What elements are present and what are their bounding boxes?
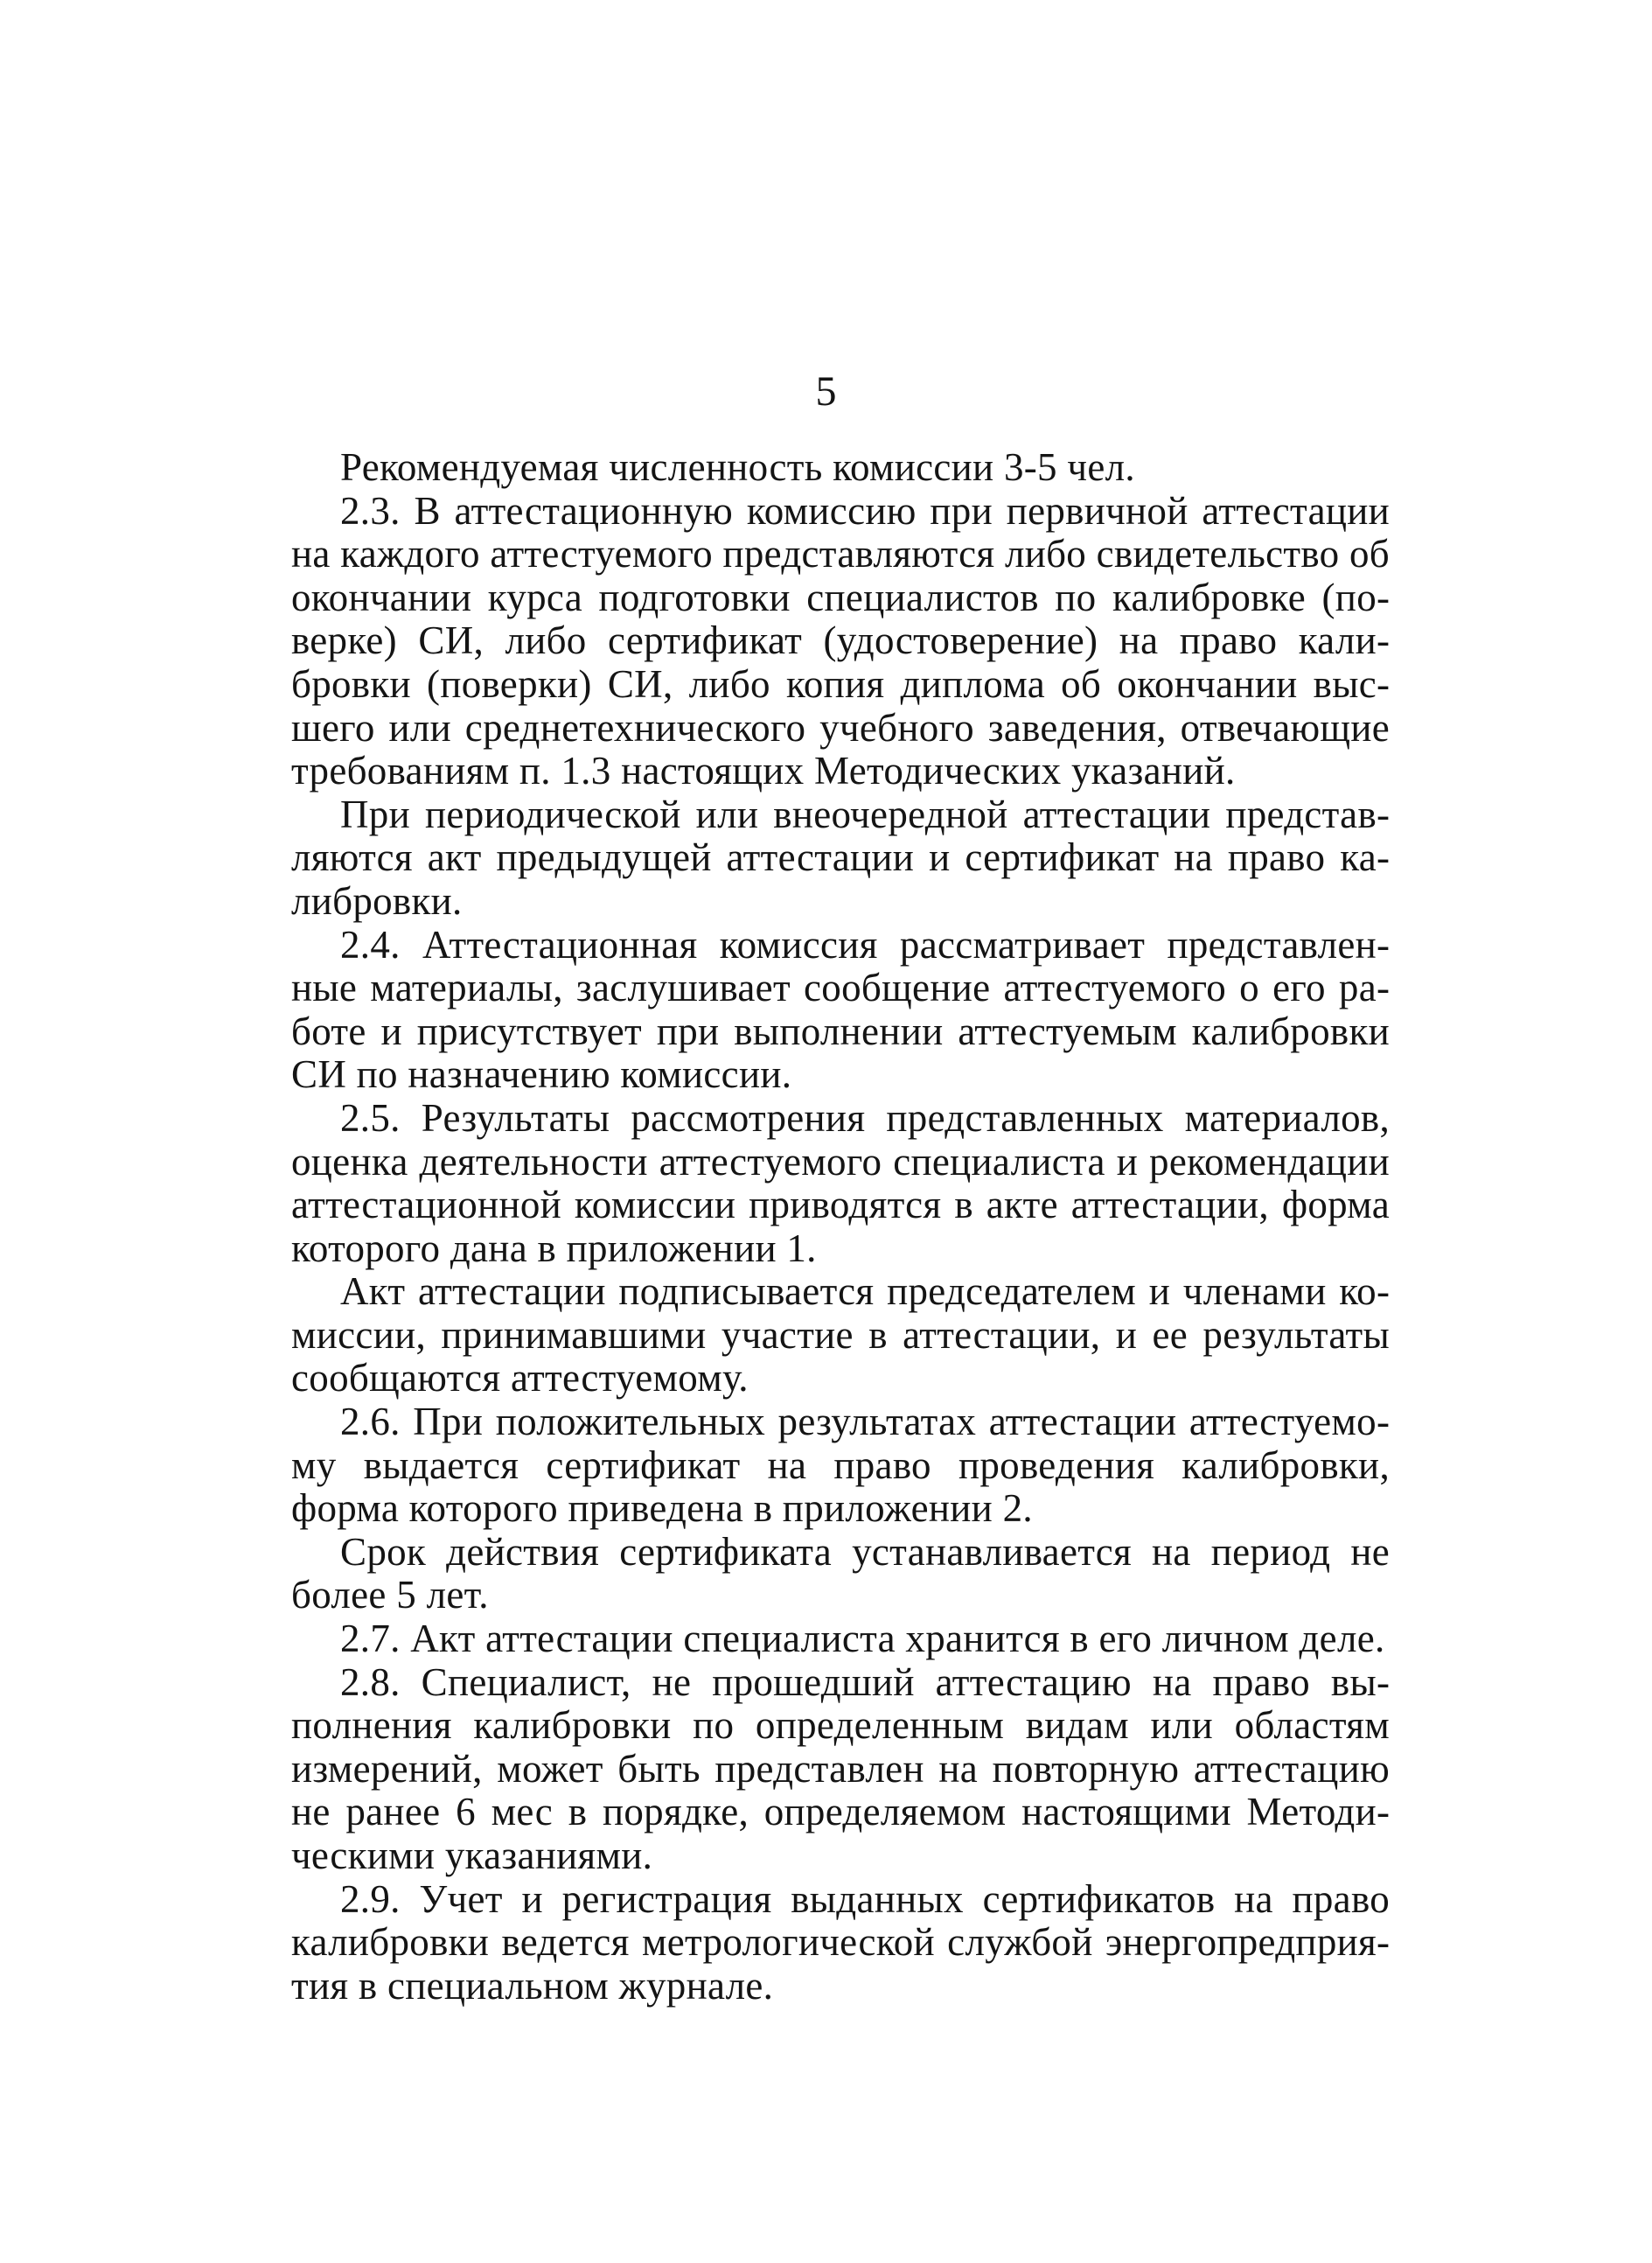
paragraph-2-9: 2.9. Учет и регистрация выданных сертификатов на право калибровки ведется метрологической службой энергопредприятия в специальном журнале.	[291, 1876, 1390, 2008]
page-number: 5	[815, 368, 837, 415]
paragraph-certificate-validity: Срок действия сертификата устанавливается на период не более 5 лет.	[291, 1529, 1390, 1617]
paragraph-2-5: 2.5. Результаты рассмотрения представленных материалов, оценка деятельности аттестуемого специалиста и рекомендации аттестационной комиссии приводятся в акте аттестации, форма которого дана в приложении 1.	[291, 1095, 1390, 1270]
paragraph-2-7: 2.7. Акт аттестации специалиста хранится в его личном деле.	[340, 1617, 1385, 1661]
paragraph-act-signing: Акт аттестации подписывается председателем и членами комиссии, принимавшими участие в аттестации, и ее результаты сообщаются аттестуемому.	[291, 1269, 1390, 1400]
paragraph-2-3: 2.3. В аттестационную комиссию при первичной аттестации на каждого аттестуемого представляются либо свидетельство об окончании курса подготовки специалистов по калибровке (поверке) СИ, либо сертификат (удостоверение) на право калибровки (поверки) СИ, либо копия диплома об окончании высшего или среднетехнического учебного заведения, отвечающие требованиям п. 1.3 настоящих Методических указаний.	[291, 488, 1390, 793]
paragraph-commission-size: Рекомендуемая численность комиссии 3-5 чел.	[340, 445, 1135, 489]
paragraph-periodic-attestation: При периодической или внеочередной аттестации представляются акт предыдущей аттестации и сертификат на право калибровки.	[291, 792, 1390, 923]
paragraph-2-6: 2.6. При положительных результатах аттестации аттестуемому выдается сертификат на право проведения калибровки, форма которого приведена в приложении 2.	[291, 1400, 1390, 1531]
paragraph-2-4: 2.4. Аттестационная комиссия рассматривает представленные материалы, заслушивает сообщение аттестуемого о его работе и присутствует при выполнении аттестуемым калибровки СИ по назначению комиссии.	[291, 922, 1390, 1097]
body-text	[291, 446, 1390, 2008]
paragraph-2-8: 2.8. Специалист, не прошедший аттестацию на право выполнения калибровки по определенным видам или областям измерений, может быть представлен на повторную аттестацию не ранее 6 мес в порядке, определяемом настоящими Методическими указаниями.	[291, 1659, 1390, 1877]
